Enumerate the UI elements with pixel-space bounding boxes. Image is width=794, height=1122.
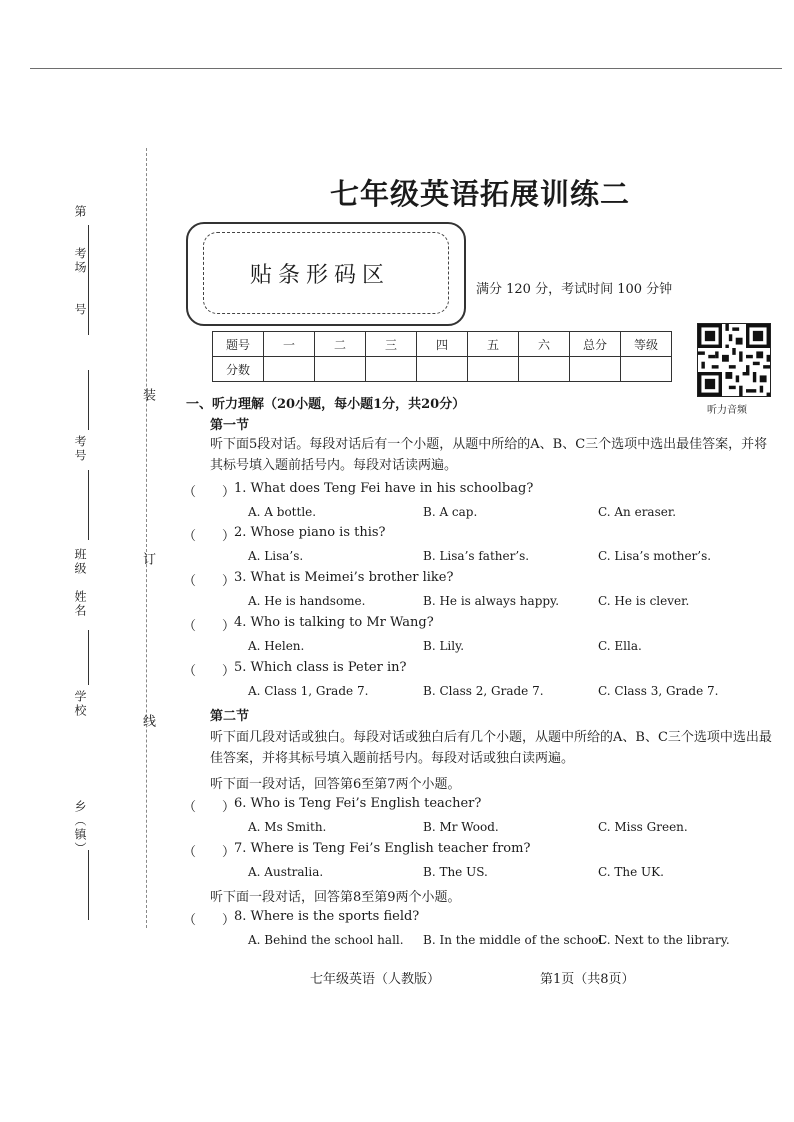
option-a: A. A bottle.	[248, 505, 317, 519]
option-b: B. A cap.	[423, 505, 478, 519]
score-cell[interactable]	[264, 357, 315, 382]
option-a: A. Helen.	[248, 639, 305, 653]
question-text: 3. What is Meimei’s brother like?	[234, 570, 454, 585]
answer-bracket[interactable]: （ ）	[183, 800, 236, 815]
score-table-cell: 总分	[570, 332, 621, 357]
question-text: 4. Who is talking to Mr Wang?	[234, 615, 434, 630]
score-cell[interactable]	[519, 357, 570, 382]
score-table-cell: 题号	[213, 332, 264, 357]
town-label: 乡（镇）	[73, 800, 87, 856]
option-c: C. Lisa’s mother’s.	[598, 549, 712, 563]
score-table	[212, 331, 672, 382]
option-b: B. Lisa’s father’s.	[423, 549, 530, 563]
exam-room-line	[88, 225, 89, 335]
option-b: B. The US.	[423, 865, 488, 879]
option-c: C. He is clever.	[598, 594, 690, 608]
score-cell[interactable]	[621, 357, 672, 382]
option-b: B. Lily.	[423, 639, 465, 653]
option-c: C. Next to the library.	[598, 933, 730, 947]
option-b: B. Class 2, Grade 7.	[423, 684, 544, 698]
answer-bracket[interactable]: （ ）	[183, 913, 236, 928]
option-a: A. Behind the school hall.	[248, 933, 404, 947]
score-table-cell: 二	[315, 332, 366, 357]
answer-bracket[interactable]: （ ）	[183, 619, 236, 634]
score-cell[interactable]	[366, 357, 417, 382]
option-a: A. Lisa’s.	[248, 549, 304, 563]
question-text: 7. Where is Teng Fei’s English teacher from?	[234, 841, 531, 856]
option-c: C. The UK.	[598, 865, 664, 879]
score-cell[interactable]	[315, 357, 366, 382]
question-text: 5. Which class is Peter in?	[234, 660, 407, 675]
school-label: 学校	[73, 690, 87, 718]
name-class-label: 班级 姓名	[73, 548, 87, 618]
qr-code-icon[interactable]	[697, 323, 771, 397]
exam-room-field: 第 考场 号	[73, 205, 87, 317]
score-table-cell: 三	[366, 332, 417, 357]
answer-bracket[interactable]: （ ）	[183, 485, 236, 500]
footer-subject: 七年级英语（人教版）	[310, 972, 441, 987]
binding-mark-xian: 线	[140, 714, 155, 729]
option-b: B. He is always happy.	[423, 594, 560, 608]
answer-bracket[interactable]: （ ）	[183, 664, 236, 679]
qr-caption: 听力音频	[707, 405, 747, 416]
option-c: C. Ella.	[598, 639, 642, 653]
option-b: B. In the middle of the school.	[423, 933, 607, 947]
answer-bracket[interactable]: （ ）	[183, 845, 236, 860]
option-c: C. Miss Green.	[598, 820, 688, 834]
page-title: 七年级英语拓展训练二	[330, 177, 631, 211]
footer-page-number: 第1页（共8页）	[540, 972, 635, 987]
question-text: 8. Where is the sports field?	[234, 909, 420, 924]
school-line	[88, 630, 89, 685]
part1-instructions: 听下面5段对话。每段对话后有一个小题，从题中所给的A、B、C三个选项中选出最佳答案，并将其标号填入题前括号内。每段对话读两遍。	[210, 437, 768, 473]
score-table-cell: 五	[468, 332, 519, 357]
sub-instruction: 听下面一段对话，回答第8至第9两个小题。	[210, 890, 461, 905]
answer-bracket[interactable]: （ ）	[183, 574, 236, 589]
score-table-cell: 分数	[213, 357, 264, 382]
score-table-cell: 六	[519, 332, 570, 357]
option-b: B. Mr Wood.	[423, 820, 499, 834]
binding-mark-ding: 订	[140, 552, 155, 567]
part-heading-2: 第二节	[210, 709, 250, 724]
barcode-label: 贴条形码区	[250, 263, 391, 288]
score-table-cell: 等级	[621, 332, 672, 357]
question-text: 2. Whose piano is this?	[234, 525, 386, 540]
exam-number-label: 考号	[73, 435, 87, 463]
score-cell[interactable]	[417, 357, 468, 382]
binding-mark-zhuang: 装	[140, 388, 155, 403]
option-a: A. Class 1, Grade 7.	[248, 684, 369, 698]
exam-number-line	[88, 370, 89, 430]
answer-bracket[interactable]: （ ）	[183, 529, 236, 544]
option-c: C. Class 3, Grade 7.	[598, 684, 719, 698]
sub-instruction: 听下面一段对话，回答第6至第7两个小题。	[210, 777, 461, 792]
full-mark-info: 满分 120 分，考试时间 100 分钟	[476, 282, 673, 297]
option-a: A. He is handsome.	[248, 594, 366, 608]
part2-instructions: 听下面几段对话或独白。每段对话或独白后有几个小题，从题中所给的A、B、C三个选项中选出最佳答案，并将其标号填入题前括号内。每段对话或独白读两遍。	[210, 730, 772, 766]
option-a: A. Australia.	[248, 865, 324, 879]
part-heading-1: 第一节	[210, 418, 250, 433]
score-cell[interactable]	[468, 357, 519, 382]
binding-line	[146, 148, 147, 928]
score-cell[interactable]	[570, 357, 621, 382]
score-table-cell: 四	[417, 332, 468, 357]
score-table-cell: 一	[264, 332, 315, 357]
section-heading: 一、听力理解（20小题，每小题1分，共20分）	[186, 397, 466, 412]
score-table-score-row	[213, 357, 672, 382]
option-a: A. Ms Smith.	[248, 820, 327, 834]
name-line	[88, 470, 89, 540]
question-text: 1. What does Teng Fei have in his schoolbag?	[234, 481, 534, 496]
score-table-header-row	[213, 332, 672, 357]
option-c: C. An eraser.	[598, 505, 677, 519]
question-text: 6. Who is Teng Fei’s English teacher?	[234, 796, 482, 811]
top-rule	[30, 68, 782, 69]
town-line	[88, 850, 89, 920]
